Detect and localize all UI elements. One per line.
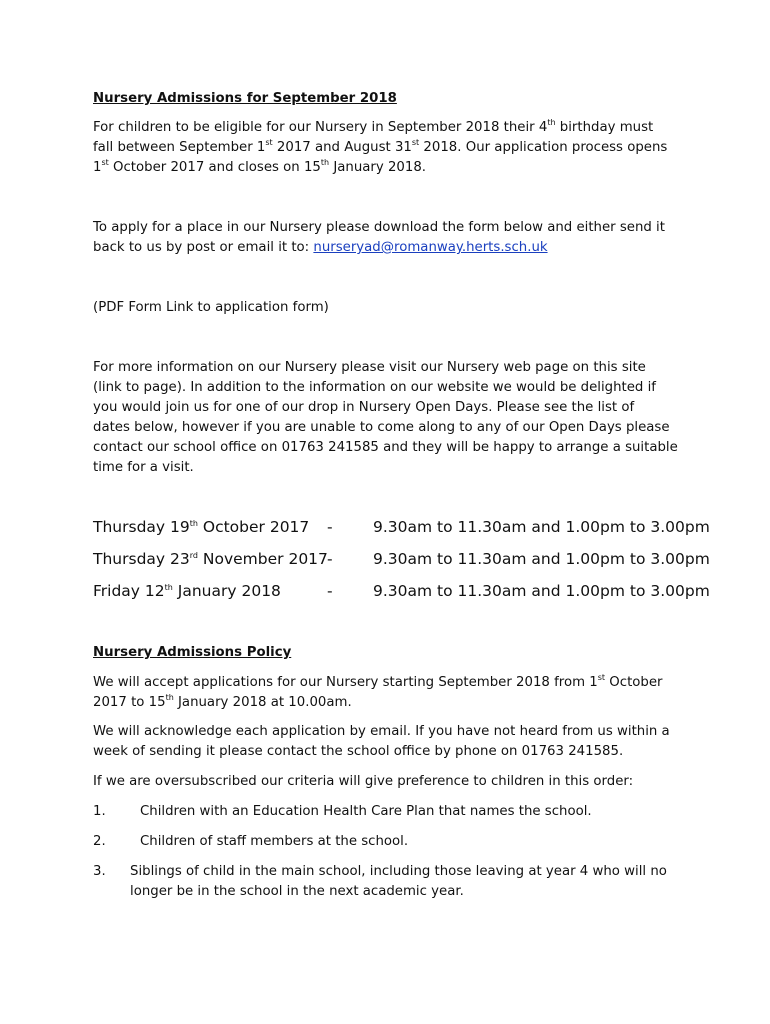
eligibility-line-1: For children to be eligible for our Nursery in September 2018 their 4th birthday must xyxy=(93,118,654,135)
open-day-dash: - xyxy=(327,550,333,568)
acknowledge-line-2: week of sending it please contact the school office by phone on 01763 241585. xyxy=(93,744,624,759)
pdf-form-link: (PDF Form Link to application form) xyxy=(93,300,329,315)
oversubscribed-line: If we are oversubscribed our criteria will give preference to children in this order: xyxy=(93,774,634,789)
eligibility-line-3: 1st October 2017 and closes on 15th January 2018. xyxy=(93,158,427,175)
open-day-time: 9.30am to 11.30am and 1.00pm to 3.00pm xyxy=(373,550,710,568)
open-day-date: Friday 12th January 2018 xyxy=(93,582,281,600)
open-day-time: 9.30am to 11.30am and 1.00pm to 3.00pm xyxy=(373,582,710,600)
open-day-date: Thursday 23rd November 2017 xyxy=(93,550,328,568)
policy-line-2: 2017 to 15th January 2018 at 10.00am. xyxy=(93,693,352,710)
criteria-number: 1. xyxy=(93,804,106,819)
criteria-text: Children with an Education Health Care Plan that names the school. xyxy=(140,804,592,819)
acknowledge-line-1: We will acknowledge each application by email. If you have not heard from us within a xyxy=(93,724,670,739)
info-line-2: (link to page). In addition to the information on our website we would be delighted if xyxy=(93,380,656,395)
eligibility-line-2: fall between September 1st 2017 and August 31st 2018. Our application process opens xyxy=(93,138,668,155)
open-day-dash: - xyxy=(327,518,333,536)
nursery-admissions-heading: Nursery Admissions for September 2018 xyxy=(93,91,397,106)
open-day-date: Thursday 19th October 2017 xyxy=(93,518,310,536)
criteria-text: Children of staff members at the school. xyxy=(140,834,409,849)
info-line-1: For more information on our Nursery please visit our Nursery web page on this site xyxy=(93,360,646,375)
criteria-number: 2. xyxy=(93,834,106,849)
apply-line-1: To apply for a place in our Nursery please download the form below and either send it xyxy=(93,220,665,235)
apply-line-2: back to us by post or email it to: nurseryad@romanway.herts.sch.uk xyxy=(93,240,548,255)
criteria-text-line-1: Siblings of child in the main school, including those leaving at year 4 who will no xyxy=(130,864,667,879)
info-line-5: contact our school office on 01763 241585 and they will be happy to arrange a suitable xyxy=(93,440,678,455)
info-line-3: you would join us for one of our drop in Nursery Open Days. Please see the list of xyxy=(93,400,635,415)
info-line-6: time for a visit. xyxy=(93,460,194,475)
open-day-time: 9.30am to 11.30am and 1.00pm to 3.00pm xyxy=(373,518,710,536)
criteria-text-line-2: longer be in the school in the next academic year. xyxy=(130,884,464,899)
policy-line-1: We will accept applications for our Nursery starting September 2018 from 1st October xyxy=(93,673,663,690)
criteria-number: 3. xyxy=(93,864,106,879)
open-day-dash: - xyxy=(327,582,333,600)
admissions-policy-heading: Nursery Admissions Policy xyxy=(93,645,292,660)
nursery-email-link[interactable]: nurseryad@romanway.herts.sch.uk xyxy=(313,240,548,255)
info-line-4: dates below, however if you are unable to come along to any of our Open Days please xyxy=(93,420,670,435)
